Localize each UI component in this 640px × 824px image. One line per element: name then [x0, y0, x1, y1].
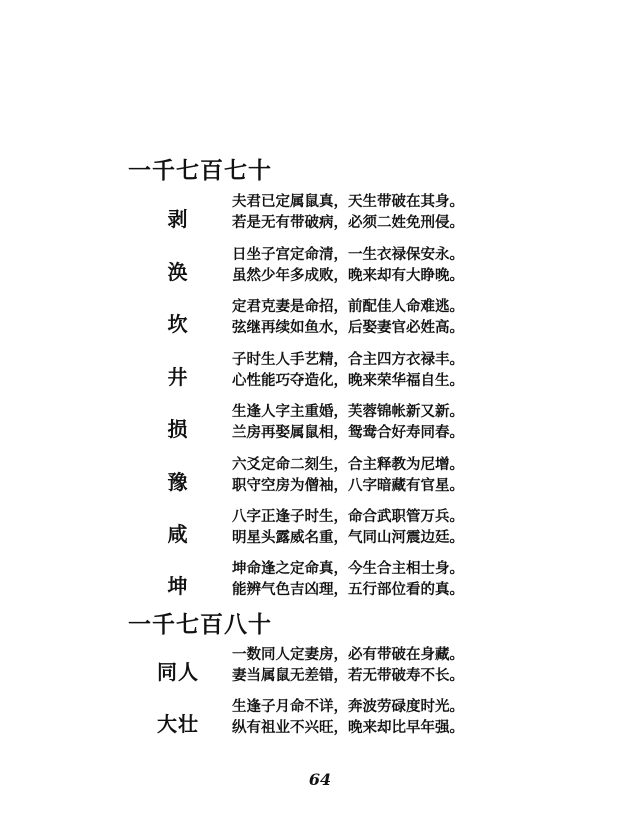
- verse-line: 夫君已定属鼠真，天生带破在其身。: [232, 193, 464, 210]
- hexagram-name: 坎: [167, 312, 189, 336]
- verse-line: 明星头露威名重，气同山河震边廷。: [232, 529, 464, 546]
- hexagram-name: 坤: [167, 574, 189, 598]
- hexagram-name: 大壮: [157, 712, 199, 736]
- entry: [0, 400, 640, 450]
- entry: [0, 695, 640, 745]
- verse-line: 心性能巧夺造化，晚来荣华福自生。: [232, 372, 464, 389]
- verse-line: 妻当属鼠无差错，若无带破寿不长。: [232, 667, 464, 684]
- page-number: 64: [308, 770, 332, 789]
- entry: [0, 295, 640, 345]
- entry: [0, 505, 640, 555]
- verse-line: 生逢子月命不详，奔波劳碌度时光。: [232, 698, 464, 715]
- entry: [0, 243, 640, 293]
- verse-line: 一数同人定妻房，必有带破在身藏。: [232, 646, 464, 663]
- hexagram-name: 井: [167, 365, 189, 389]
- verse-line: 虽然少年多成败，晚来却有大睁晚。: [232, 267, 464, 284]
- hexagram-name: 损: [167, 417, 189, 441]
- section-title: 一千七百七十: [128, 157, 272, 184]
- hexagram-name: 剥: [167, 207, 189, 231]
- verse-line: 六爻定命二刻生，合主释教为尼增。: [232, 456, 464, 473]
- verse-line: 能辨气色吉凶理，五行部位看的真。: [232, 581, 464, 598]
- entry: [0, 643, 640, 693]
- verse-line: 若是无有带破病，必须二姓免刑侵。: [232, 214, 464, 231]
- section-title: 一千七百八十: [128, 611, 272, 638]
- verse-line: 生逢人字主重婚，芙蓉锦帐新又新。: [232, 403, 464, 420]
- entry: [0, 190, 640, 240]
- verse-line: 弦继再续如鱼水，后娶妻官必姓高。: [232, 319, 464, 336]
- verse-line: 坤命逢之定命真，今生合主相士身。: [232, 560, 464, 577]
- hexagram-name: 豫: [167, 470, 189, 494]
- hexagram-name: 同人: [157, 660, 199, 684]
- verse-line: 八字正逢子时生，命合武职管万兵。: [232, 508, 464, 525]
- verse-line: 纵有祖业不兴旺，晚来却比早年强。: [232, 719, 464, 736]
- entry: [0, 453, 640, 503]
- hexagram-name: 咸: [167, 522, 189, 546]
- verse-line: 职守空房为僧袖，八字暗藏有官星。: [232, 477, 464, 494]
- entry: [0, 348, 640, 398]
- verse-line: 定君克妻是命招，前配佳人命难逃。: [232, 298, 464, 315]
- verse-line: 子时生人手艺精，合主四方衣禄丰。: [232, 351, 464, 368]
- entry: [0, 557, 640, 607]
- hexagram-name: 涣: [167, 260, 189, 284]
- verse-line: 兰房再娶属鼠相，鸳鸯合好寿同春。: [232, 424, 464, 441]
- verse-line: 日坐子宫定命清，一生衣禄保安永。: [232, 246, 464, 263]
